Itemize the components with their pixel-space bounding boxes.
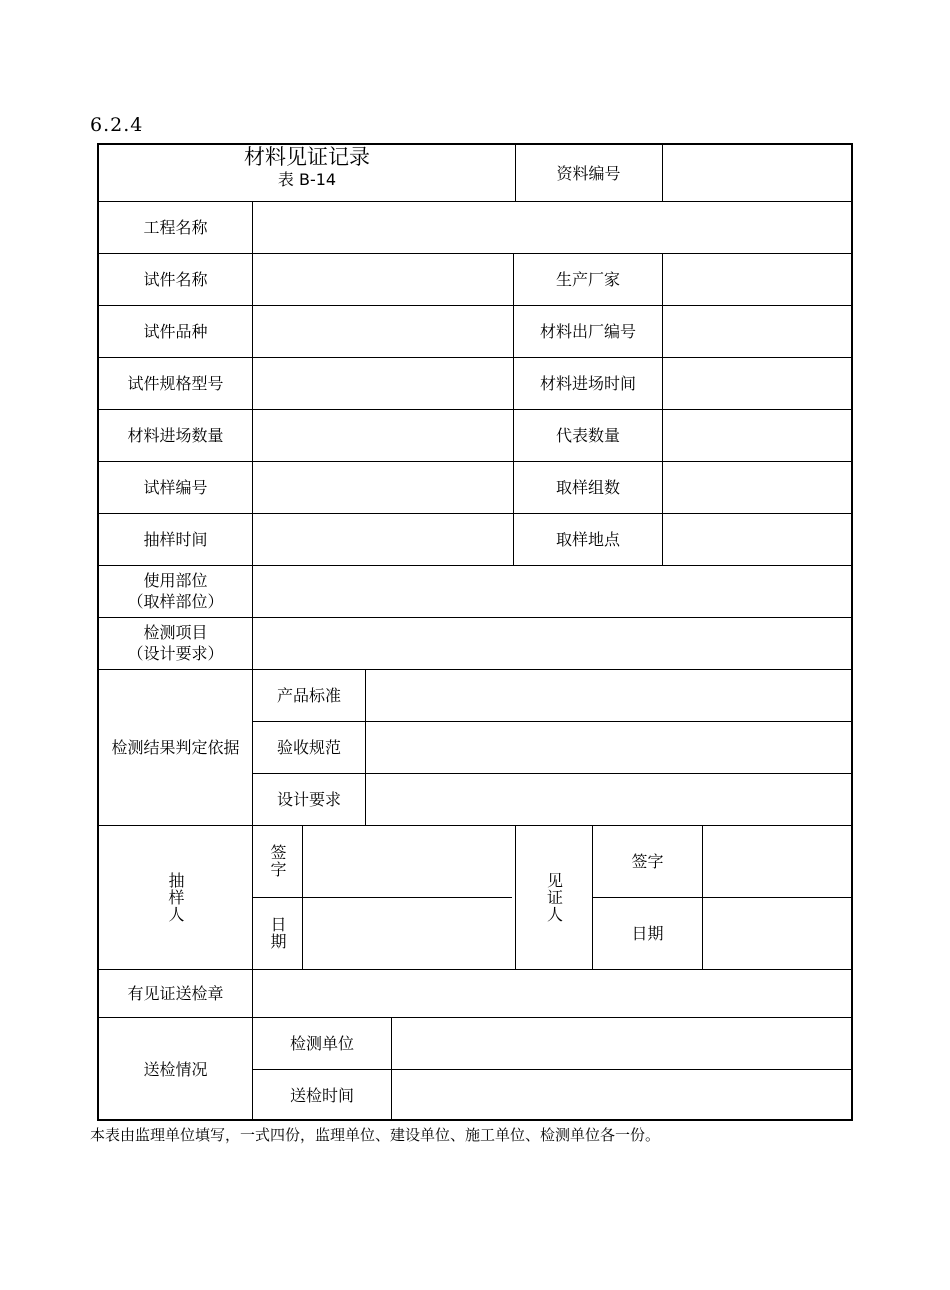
field-sample-name[interactable] xyxy=(253,253,513,305)
field-factory-no[interactable] xyxy=(663,305,851,357)
label-test-items-line2: （设计要求） xyxy=(127,644,224,663)
label-acceptance-spec: 验收规范 xyxy=(276,737,341,757)
form-code: 表 B-14 xyxy=(277,170,337,189)
label-sampler-date xyxy=(253,897,302,969)
field-arrival-time[interactable] xyxy=(663,357,851,409)
label-submission: 送检情况 xyxy=(143,1059,208,1079)
section-number: 6.2.4 xyxy=(90,114,144,136)
label-submit-time: 送检时间 xyxy=(289,1085,354,1105)
field-acceptance-spec[interactable] xyxy=(366,721,851,773)
label-design-req: 设计要求 xyxy=(276,789,341,809)
label-sampling-place: 取样地点 xyxy=(555,529,620,549)
label-factory-no: 材料出厂编号 xyxy=(539,321,636,341)
label-sampling-time: 抽样时间 xyxy=(143,529,208,549)
label-use-location xyxy=(99,565,252,617)
label-sampler-signature-text: 签字 xyxy=(268,844,287,878)
label-represent-qty: 代表数量 xyxy=(555,425,620,445)
form-title: 材料见证记录 xyxy=(244,145,370,169)
label-use-location-line2: （取样部位） xyxy=(127,592,224,611)
label-sample-name: 试件名称 xyxy=(143,269,208,289)
label-witness-text: 见证人 xyxy=(544,871,564,923)
field-project-name[interactable] xyxy=(253,201,851,253)
doc-no-label: 资料编号 xyxy=(556,163,621,183)
label-sampler-text: 抽样人 xyxy=(166,871,185,923)
label-sample-variety: 试件品种 xyxy=(143,321,208,341)
label-judgement-basis: 检测结果判定依据 xyxy=(111,737,240,757)
field-submit-time[interactable] xyxy=(392,1069,851,1121)
label-project-name: 工程名称 xyxy=(143,217,208,237)
label-product-standard: 产品标准 xyxy=(276,685,341,705)
footnote: 本表由监理单位填写，一式四份，监理单位、建设单位、施工单位、检测单位各一份。 xyxy=(90,1126,661,1144)
label-sampler xyxy=(99,825,252,969)
label-sampler-date-text: 日期 xyxy=(268,916,287,950)
field-sampling-place[interactable] xyxy=(663,513,851,565)
label-test-items xyxy=(99,617,252,669)
field-sampling-time[interactable] xyxy=(253,513,513,565)
label-test-items-line1: 检测项目 xyxy=(143,623,208,642)
field-represent-qty[interactable] xyxy=(663,409,851,461)
material-witness-form xyxy=(97,143,853,1121)
label-witness-date: 日期 xyxy=(631,923,664,943)
label-arrival-time: 材料进场时间 xyxy=(539,373,636,393)
field-group-count[interactable] xyxy=(663,461,851,513)
label-use-location-line1: 使用部位 xyxy=(143,571,208,590)
field-test-unit[interactable] xyxy=(392,1017,851,1069)
field-product-standard[interactable] xyxy=(366,669,851,721)
label-witness-signature: 签字 xyxy=(631,851,664,871)
field-sampler-signature[interactable] xyxy=(303,825,515,897)
label-witness xyxy=(516,825,592,969)
field-sample-no[interactable] xyxy=(253,461,513,513)
field-witness-signature[interactable] xyxy=(703,825,851,897)
label-test-unit: 检测单位 xyxy=(289,1033,354,1053)
field-spec-model[interactable] xyxy=(253,357,513,409)
label-group-count: 取样组数 xyxy=(555,477,620,497)
field-witness-date[interactable] xyxy=(703,897,851,969)
label-arrival-qty: 材料进场数量 xyxy=(127,425,224,445)
field-witness-stamp[interactable] xyxy=(253,969,851,1017)
field-sampler-date[interactable] xyxy=(303,897,515,969)
field-test-items[interactable] xyxy=(253,617,851,669)
doc-no-field[interactable] xyxy=(663,145,851,201)
label-spec-model: 试件规格型号 xyxy=(127,373,224,393)
field-manufacturer[interactable] xyxy=(663,253,851,305)
label-manufacturer: 生产厂家 xyxy=(555,269,620,289)
field-sample-variety[interactable] xyxy=(253,305,513,357)
label-witness-stamp: 有见证送检章 xyxy=(127,983,224,1003)
label-sampler-signature xyxy=(253,825,302,897)
field-use-location[interactable] xyxy=(253,565,851,617)
label-sample-no: 试样编号 xyxy=(143,477,208,497)
field-arrival-qty[interactable] xyxy=(253,409,513,461)
field-design-req[interactable] xyxy=(366,773,851,825)
